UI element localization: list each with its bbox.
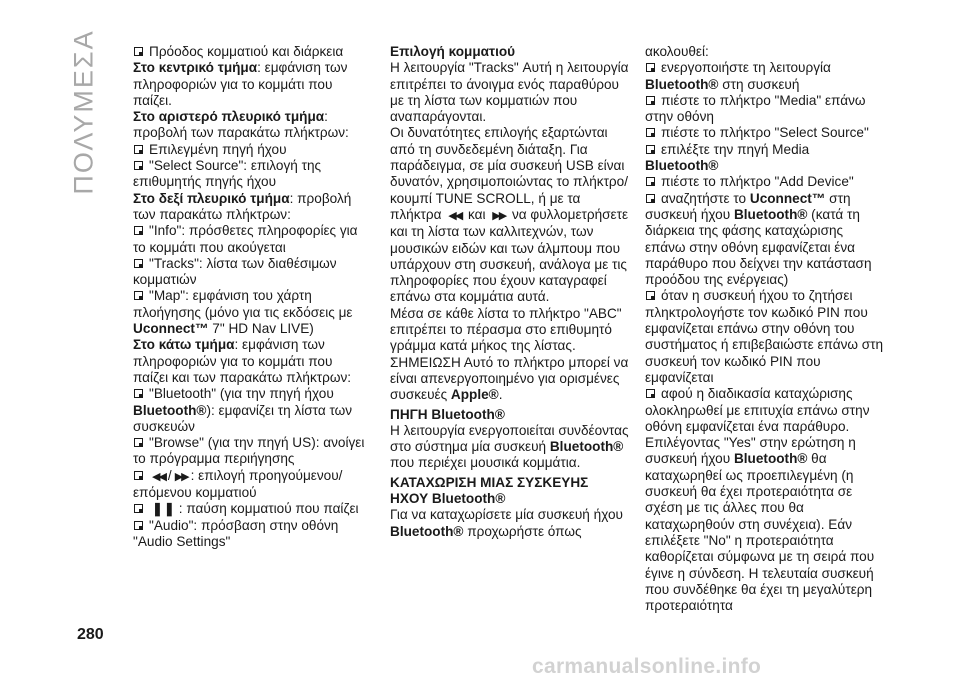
pause-icon: ❚❚ (152, 501, 176, 517)
bullet-item: επιλέξτε την πηγή Media Bluetooth® (645, 141, 810, 174)
footer-watermark: carmanualsonline.info (532, 655, 762, 678)
bullet-icon (134, 504, 143, 513)
bullet-icon (134, 521, 143, 530)
bullet-icon (134, 145, 143, 154)
bullet-item: Επιλεγμένη πηγή ήχου (133, 142, 365, 158)
bullet-icon (646, 177, 655, 186)
bullet-icon (646, 63, 655, 72)
bullet-icon (134, 161, 143, 170)
bullet-icon (646, 291, 655, 300)
bullet-item: "Audio": πρόσβαση στην οθόνη "Audio Settings" (133, 517, 339, 549)
note-paragraph: ΣΗΜΕΙΩΣΗ Αυτό το πλήκτρο μπορεί να είναι απενεργοποιημένο για ορισμένες συσκευές Apple®. (390, 354, 629, 403)
bullet-item: "Browse" (για την πηγή US): ανοίγει το πρόγραμμα περιήγησης (133, 435, 365, 467)
column-1 (133, 44, 365, 550)
bullet-item: αφού η διαδικασία καταχώρισης ολοκληρωθεί με επιτυχία επάνω στην οθόνη εμφανίζεται ένα παράθυρο. Επιλέγοντας "Yes" στην ερώτηση η συσκευή ήχου Bluetooth® θα καταχωρηθεί ως προεπιλεγμένη (η συσκευή θα έχει προτεραιότητα σε σχέση με τις άλλες που θα καταχωρηθούν στη συνέχεια). Εάν επιλέξετε "No" η προτεραιότητα καθορίζεται σύμφωνα με τη σειρά που έγινε η σύνδεση. Η τελευταία συσκευή που συνδέθηκε θα έχει τη μεγαλύτερη προτεραιότητα (645, 386, 875, 614)
bullet-icon (646, 128, 655, 137)
page-number: 280 (77, 626, 104, 643)
bullet-icon (134, 471, 143, 480)
paragraph: ακολουθεί: (645, 44, 709, 59)
previous-track-icon: ◀◀ (448, 209, 462, 222)
next-track-icon: ▶▶ (174, 470, 188, 483)
paragraph: Η λειτουργία ενεργοποιείται συνδέοντας στο σύστημα μία συσκευή Bluetooth® που περιέχει μουσικά κομμάτια. (390, 422, 629, 471)
bullet-item: "Bluetooth" (για την πηγή ήχου Bluetooth®): εμφανίζει τη λίστα των συσκευών (133, 386, 353, 434)
bullet-item: "Info": πρόσθετες πληροφορίες για το κομμάτι που ακούγεται (133, 223, 358, 255)
bullet-item: αναζητήστε το Uconnect™ στη συσκευή ήχου Bluetooth® (κατά τη διάρκεια της φάσης καταχώρισης επάνω στην οθόνη εμφανίζεται ένα παράθυρο που δείχνει την κατάσταση προόδου της ενέργειας) (645, 190, 872, 288)
paragraph: Στο αριστερό πλευρικό τμήμα: προβολή των παρακάτω πλήκτρων: (133, 109, 349, 141)
bullet-icon (646, 96, 655, 105)
paragraph: Μέσα σε κάθε λίστα το πλήκτρο "ABC" επιτρέπει το πέρασμα στο επιθυμητό γράμμα κατά μήκος της λίστας. (390, 305, 622, 354)
section-title: ΠΟΛΥΜΕΣΑ (68, 29, 99, 195)
bullet-item: ❚❚ : παύση κομματιού που παίζει (133, 501, 365, 517)
bullet-item: ενεργοποιήστε τη λειτουργία Bluetooth® στη συσκευή (645, 60, 831, 92)
paragraph: Στο κάτω τμήμα: εμφάνιση των πληροφοριών για το κομμάτι που παίζει και των παρακάτω πλήκτρων: (133, 337, 352, 385)
bullet-item: όταν η συσκευή ήχου το ζητήσει πληκτρολογήστε τον κωδικό PIN που εμφανίζεται επάνω στην οθόνη του συστήματος ή επιβεβαιώστε επάνω στη συσκευή τον κωδικό PIN που εμφανίζεται (645, 288, 884, 385)
next-track-icon: ▶▶ (492, 209, 506, 222)
bullet-icon (646, 389, 655, 398)
bullet-icon (134, 259, 143, 268)
section-heading: ΠΗΓΗ Bluetooth® (390, 406, 505, 422)
bullet-icon (134, 47, 143, 56)
bullet-icon (134, 389, 143, 398)
bullet-item: πιέστε το πλήκτρο "Add Device" (645, 174, 885, 190)
bullet-item: ◀◀ / ▶▶ : επιλογή προηγούμενου/επόμενου κομματιού (133, 467, 343, 501)
bullet-item: "Tracks": λίστα των διαθέσιμων κομματιών (133, 255, 337, 288)
column-3 (645, 44, 885, 614)
previous-track-icon: ◀◀ (152, 470, 165, 483)
column-2 (390, 44, 630, 540)
paragraph: Η λειτουργία "Tracks" Αυτή η λειτουργία επιτρέπει το άνοιγμα ενός παραθύρου με τη λίστα των κομματιών που αναπαράγονται. (390, 60, 629, 125)
section-heading: Επιλογή κομματιού (390, 44, 516, 59)
bullet-item: πιέστε το πλήκτρο "Select Source" (645, 125, 885, 141)
bullet-item: Πρόοδος κομματιού και διάρκεια (133, 44, 365, 60)
bullet-icon (134, 438, 143, 447)
bullet-icon (646, 145, 655, 154)
bullet-item: "Select Source": επιλογή της επιθυμητής πηγής ήχου (133, 158, 322, 190)
bullet-icon (134, 291, 143, 300)
paragraph: Στο κεντρικό τμήμα: εμφάνιση των πληροφοριών για το κομμάτι που παίζει. (133, 60, 348, 108)
paragraph: Οι δυνατότητες επιλογής εξαρτώνται από τη συνδεδεμένη διάταξη. Για παράδειγμα, σε μία συσκευή USB είναι δυνατόν, χρησιμοποιώντας το πλήκτρο/κουμπί TUNE SCROLL, ή με τα πλήκτρα ◀◀ και ▶▶ να φυλλομετρήσετε και τη λίστα των καλλιτεχνών, των μουσικών ειδών και των άλμπουμ που υπάρχουν στη συσκευή, ανάλογα με τις πληροφορίες που έχουν καταγραφεί επάνω στα κομμάτια αυτά. (390, 125, 629, 305)
bullet-item: "Map": εμφάνιση του χάρτη πλοήγησης (μόνο για τις εκδόσεις με Uconnect™ 7" HD Nav LIVE) (133, 288, 353, 337)
bullet-item: πιέστε το πλήκτρο "Media" επάνω στην οθόνη (645, 92, 866, 125)
paragraph: Στο δεξί πλευρικό τμήμα: προβολή των παρακάτω πλήκτρων: (133, 190, 352, 222)
section-heading: ΚΑΤΑΧΩΡΙΣΗ ΜΙΑΣ ΣΥΣΚΕΥΗΣ ΗΧΟΥ Bluetooth® (390, 474, 589, 507)
bullet-icon (646, 194, 655, 203)
paragraph: Για να καταχωρίσετε μία συσκευή ήχου Bluetooth® προχωρήστε όπως (390, 507, 623, 539)
bullet-icon (134, 226, 143, 235)
